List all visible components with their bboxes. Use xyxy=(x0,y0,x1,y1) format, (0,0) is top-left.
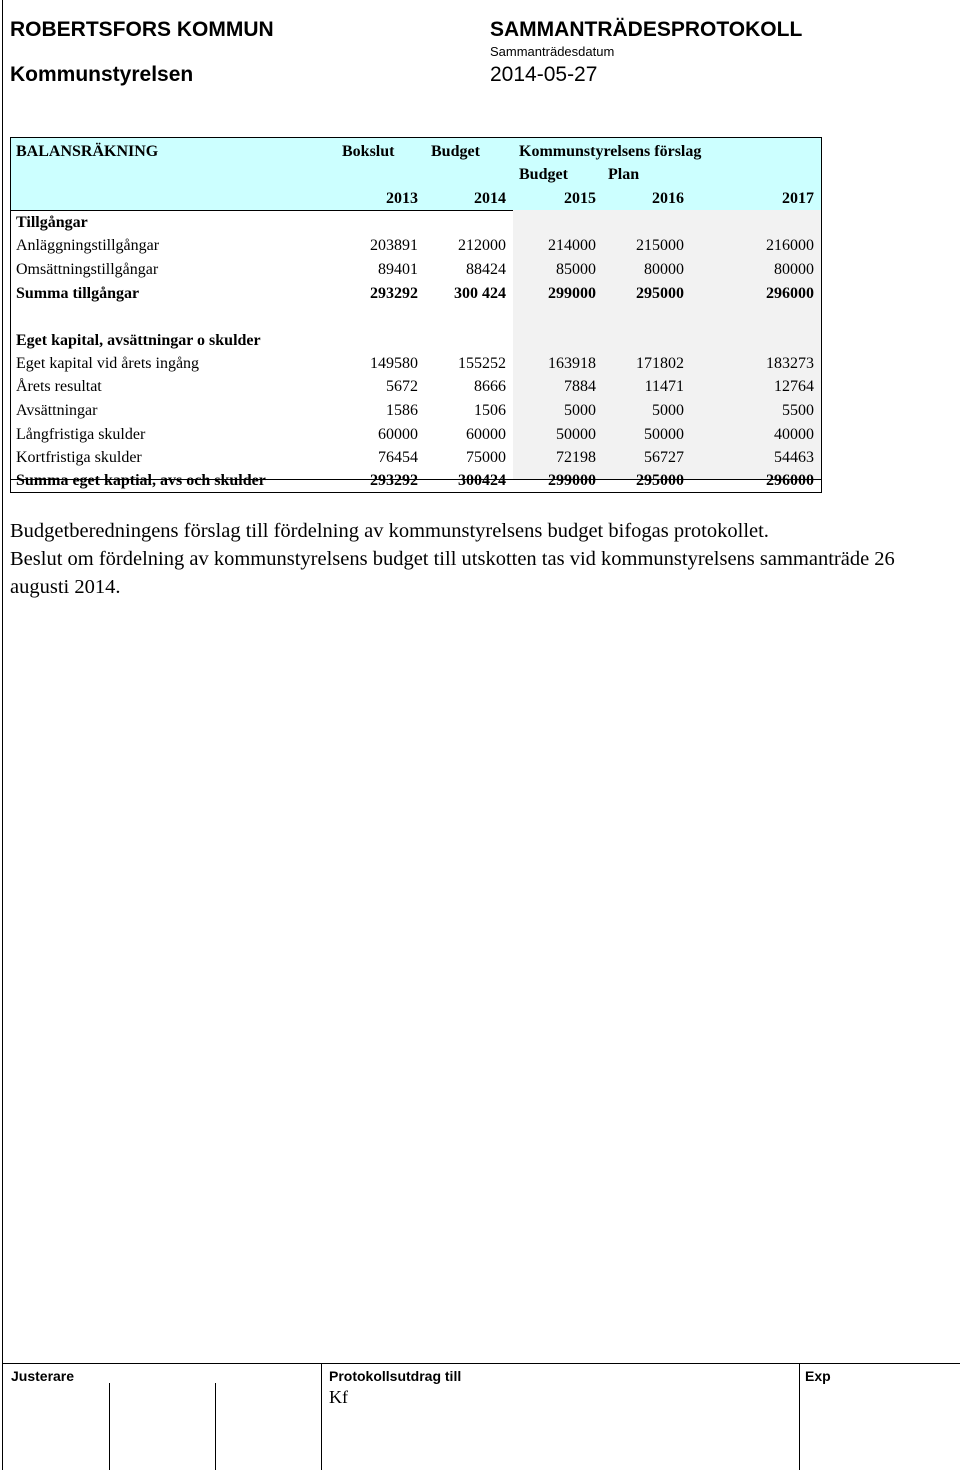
year-header: 2017 xyxy=(782,190,814,207)
table-cell: 60000 xyxy=(378,426,418,443)
footer-top-rule xyxy=(2,1363,960,1364)
document-title: SAMMANTRÄDESPROTOKOLL xyxy=(490,18,803,41)
table-cell: 171802 xyxy=(636,355,684,372)
table-cell: 183273 xyxy=(766,355,814,372)
table-cell: 12764 xyxy=(774,378,814,395)
signature-box-divider xyxy=(215,1383,216,1470)
table-cell: 54463 xyxy=(774,449,814,466)
table-cell: 5500 xyxy=(782,402,814,419)
table-cell: 155252 xyxy=(458,355,506,372)
table-cell: 85000 xyxy=(556,261,596,278)
paragraph-budget-proposal: Budgetberedningens förslag till fördelning av kommunstyrelsens budget bifogas protokollet. xyxy=(10,520,769,542)
table-cell: 214000 xyxy=(548,237,596,254)
footer-label-justerare: Justerare xyxy=(11,1368,75,1384)
organization-name: ROBERTSFORS KOMMUN xyxy=(10,18,274,41)
table-cell: 163918 xyxy=(548,355,596,372)
year-header: 2014 xyxy=(474,190,506,207)
table-cell: 8666 xyxy=(474,378,506,395)
year-header: 2013 xyxy=(386,190,418,207)
row-label: Avsättningar xyxy=(16,402,98,419)
page-left-border xyxy=(2,0,3,1470)
table-cell: 203891 xyxy=(370,237,418,254)
table-cell: 80000 xyxy=(644,261,684,278)
footer-protokollsutdrag-value: Kf xyxy=(329,1387,348,1407)
section-heading-equity: Eget kapital, avsättningar o skulder xyxy=(16,332,261,349)
table-cell: 5000 xyxy=(652,402,684,419)
meeting-date: 2014-05-27 xyxy=(490,63,598,86)
table-cell: 72198 xyxy=(556,449,596,466)
row-label: Anläggningstillgångar xyxy=(16,237,160,254)
year-header: 2016 xyxy=(652,190,684,207)
footer-divider xyxy=(321,1364,322,1470)
table-cell: 149580 xyxy=(370,355,418,372)
year-header: 2015 xyxy=(564,190,596,207)
row-label: Eget kapital vid årets ingång xyxy=(16,355,200,372)
balance-sheet-table xyxy=(10,137,822,493)
footer-divider xyxy=(799,1364,800,1470)
footer-label-exp: Exp xyxy=(805,1368,831,1384)
table-title: BALANSRÄKNING xyxy=(16,143,159,160)
footer-label-protokollsutdrag: Protokollsutdrag till xyxy=(329,1368,462,1384)
total-cell: 299000 xyxy=(548,472,596,489)
section-heading-assets: Tillgångar xyxy=(16,214,88,231)
total-cell: 300 424 xyxy=(454,285,506,302)
total-row-label: Summa tillgångar xyxy=(16,285,140,302)
total-cell: 299000 xyxy=(548,285,596,302)
row-label: Kortfristiga skulder xyxy=(16,449,142,466)
meeting-date-label: Sammanträdesdatum xyxy=(490,44,615,59)
column-header-bokslut: Bokslut xyxy=(342,143,395,160)
table-cell: 56727 xyxy=(644,449,684,466)
decision-text xyxy=(10,517,950,601)
table-cell: 1586 xyxy=(386,402,418,419)
table-cell: 1506 xyxy=(474,402,506,419)
table-cell: 216000 xyxy=(766,237,814,254)
table-cell: 7884 xyxy=(564,378,596,395)
column-header-budget-2015: Budget xyxy=(519,166,568,183)
table-cell: 215000 xyxy=(636,237,684,254)
table-cell: 88424 xyxy=(466,261,506,278)
table-cell: 50000 xyxy=(644,426,684,443)
total-cell: 293292 xyxy=(370,472,418,489)
total-cell: 300424 xyxy=(458,472,506,489)
row-label: Årets resultat xyxy=(16,378,102,395)
table-cell: 5672 xyxy=(386,378,418,395)
table-cell: 50000 xyxy=(556,426,596,443)
total-row-label: Summa eget kaptial, avs och skulder xyxy=(16,472,266,489)
column-header-plan: Plan xyxy=(608,166,640,183)
total-cell: 295000 xyxy=(636,472,684,489)
table-cell: 80000 xyxy=(774,261,814,278)
signature-footer xyxy=(2,1363,960,1470)
row-label: Långfristiga skulder xyxy=(16,426,146,443)
total-cell: 296000 xyxy=(766,472,814,489)
table-cell: 11471 xyxy=(644,378,684,395)
table-cell: 212000 xyxy=(458,237,506,254)
table-cell: 76454 xyxy=(378,449,418,466)
column-header-forslag: Kommunstyrelsens förslag xyxy=(519,143,702,160)
table-cell: 75000 xyxy=(466,449,506,466)
board-name: Kommunstyrelsen xyxy=(10,63,194,86)
total-cell: 295000 xyxy=(636,285,684,302)
table-cell: 40000 xyxy=(774,426,814,443)
table-cell: 60000 xyxy=(466,426,506,443)
row-label: Omsättningstillgångar xyxy=(16,261,159,278)
table-cell: 89401 xyxy=(378,261,418,278)
table-cell: 5000 xyxy=(564,402,596,419)
paragraph-decision: Beslut om fördelning av kommunstyrelsens budget till utskotten tas vid kommunstyrelsens sammanträde 26 augusti 2014. xyxy=(10,548,895,598)
column-header-budget: Budget xyxy=(431,143,480,160)
total-cell: 296000 xyxy=(766,285,814,302)
signature-box-divider xyxy=(109,1383,110,1470)
total-cell: 293292 xyxy=(370,285,418,302)
